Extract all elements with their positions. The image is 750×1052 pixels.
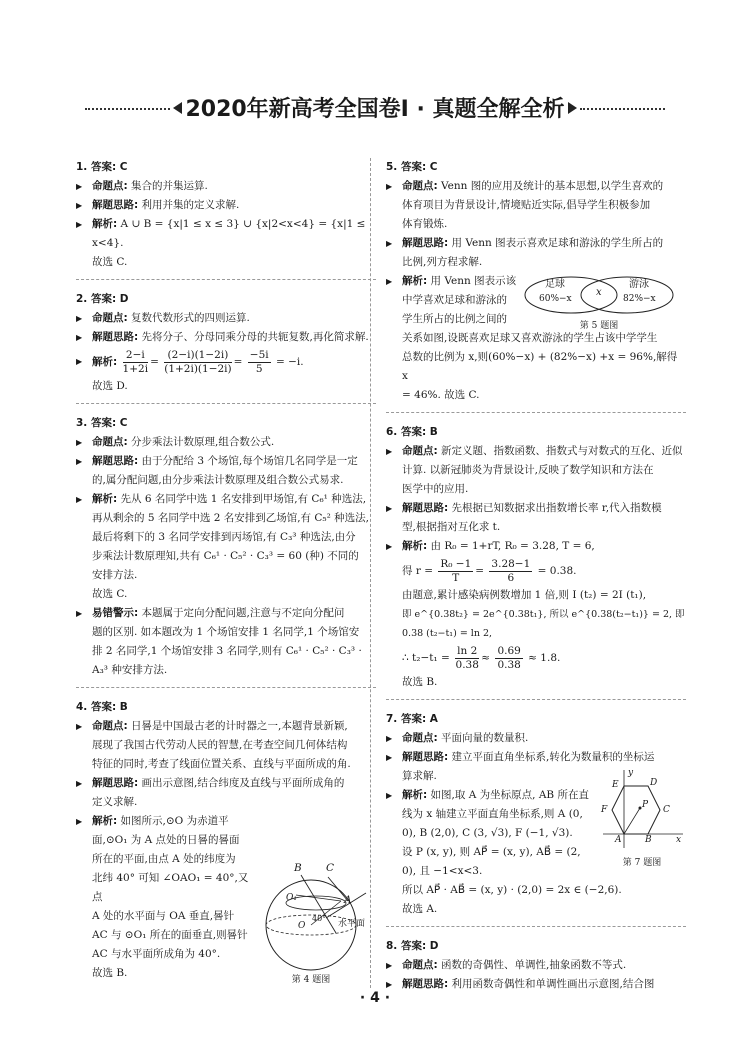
approach-cont: 比例,列方程求解. — [402, 256, 483, 268]
answer-heading: 3. 答案: C — [76, 417, 128, 429]
approach: ▶ 解题思路: 利用并集的定义求解. — [76, 196, 376, 215]
solution: ▶ 解析: 用 Venn 图表示该 — [386, 272, 686, 291]
solution-cont: AC 与水平面所成角为 40°. — [92, 948, 221, 960]
venn-left-label: 足球 — [545, 279, 565, 290]
solution-cont: 面,⊙O₁ 为 A 点处的日晷的晷面 — [92, 834, 240, 846]
figure-caption: 第 4 题图 — [291, 975, 331, 985]
fraction: $\frac{\text{R₀ −1}}{T}$ — [440, 557, 472, 584]
solution: ▶ 解析: 由 R₀ = 1+rT, R₀ = 3.28, T = 6, — [386, 537, 686, 556]
point: ▶ 命题点: 平面向量的数量积. — [386, 729, 686, 748]
solution-cont: 最后将剩下的 3 名同学安排到丙场馆,有 C₃³ 种选法,由分 — [92, 531, 356, 543]
point: ▶ 命题点: 函数的奇偶性、单调性,抽象函数不等式. — [386, 956, 686, 975]
approach: ▶ 解题思路: 先根据已知数据求出指数增长率 r,代入指数模 — [386, 499, 686, 518]
figure-4-sphere — [256, 863, 376, 993]
question-4 — [76, 698, 376, 983]
question-7 — [386, 710, 686, 919]
solution-cont: = 46%. 故选 C. — [402, 389, 480, 401]
point-cont: 体育锻炼. — [402, 218, 448, 230]
page-title: 2020年新高考全国卷Ⅰ · 真题全解全析 — [185, 97, 565, 122]
solution: ▶ 解析: 如图所示,⊙O 为赤道平 — [76, 812, 251, 831]
approach: ▶ 解题思路: 利用函数奇偶性和单调性画出示意图,结合图 — [386, 975, 686, 994]
solution-cont: AC 与 ⊙O₁ 所在的面垂直,则晷针 — [92, 929, 248, 941]
solution-cont: 0), 且 −1<x<3. — [402, 865, 483, 877]
conclusion: 故选 B. — [402, 676, 438, 688]
conclusion: 故选 C. — [92, 256, 128, 268]
answer-heading: 6. 答案: B — [386, 426, 438, 438]
answer-heading: 5. 答案: C — [386, 161, 438, 173]
point: ▶ 命题点: 分步乘法计数原理,组合数公式. — [76, 433, 376, 452]
figure-caption: 第 7 题图 — [622, 858, 662, 868]
answer-heading: 4. 答案: B — [76, 701, 128, 713]
figure-5-venn — [519, 273, 679, 333]
point-cont: 医学中的应用. — [402, 483, 469, 495]
conclusion: 故选 B. — [92, 967, 128, 979]
point: ▶ 命题点: 日晷是中国最古老的计时器之一,本题背景新颖, — [76, 717, 376, 736]
point: ▶ 命题点: 新定义题、指数函数、指数式与对数式的互化、近似 — [386, 442, 686, 461]
approach-cont: 的,属分配问题,由分步乘法计数原理及组合数公式易求. — [92, 474, 344, 486]
figure-7-hexagon — [598, 768, 686, 873]
question-2 — [76, 290, 376, 396]
question-3 — [76, 414, 376, 680]
point-cont: 体育项目为背景设计,情境贴近实际,倡导学生积极参加 — [402, 199, 651, 211]
venn-right-label: 游泳 — [629, 279, 649, 290]
section-divider — [76, 279, 376, 280]
approach: ▶ 解题思路: 由于分配给 3 个场馆,每个场馆几名同学是一定 — [76, 452, 376, 471]
point-cont: 展现了我国古代劳动人民的智慧,在考查空间几何体结构 — [92, 739, 348, 751]
solution-cont: 中学喜欢足球和游泳的 — [402, 294, 507, 306]
question-5 — [386, 158, 686, 405]
section-divider — [386, 926, 686, 927]
left-column — [76, 158, 376, 983]
section-divider — [76, 403, 376, 404]
solution-cont: 设 P (x, y), 则 AP⃗ = (x, y), AB⃗ = (2, — [402, 846, 581, 858]
label-B: B — [294, 862, 302, 874]
header-dots-right — [580, 108, 665, 110]
answer-heading: 8. 答案: D — [386, 940, 439, 952]
approach: ▶ 解题思路: 画出示意图,结合纬度及直线与平面所成角的 — [76, 774, 376, 793]
approach-cont: 型,根据指对互化求 t. — [402, 521, 501, 533]
solution-cont: 关系如图,设既喜欢足球又喜欢游泳的学生占该中学学生 — [402, 332, 658, 344]
warning-cont: 题的区别. 如本题改为 1 个场馆安排 1 名同学,1 个场馆安 — [92, 626, 360, 638]
answer-heading: 1. 答案: C — [76, 161, 128, 173]
solution-cont: 步乘法计数原理知,共有 C₆¹ · C₅² · C₃³ = 60 (种) 不同的 — [92, 550, 359, 562]
header-dots-left — [85, 108, 170, 110]
formula-r: 得 r = $\frac{\text{R₀ −1}}{T}$ = $\frac{3.28-1}{6}$ = 0.38. — [402, 557, 577, 584]
label-angle: 40° — [312, 914, 327, 923]
conclusion: 故选 D. — [92, 380, 128, 392]
solution-cont: 北纬 40° 可知 ∠OAO₁ = 40°,又点 — [92, 872, 249, 903]
solution-cont: 安排方法. — [92, 569, 138, 581]
solution-cont: 所在的平面,由点 A 处的纬度为 — [92, 853, 236, 865]
formula-t: ∴ t₂−t₁ = $\frac{\ln 2}{0.38}$ ≈ $\frac{0.69}{0.38}$ ≈ 1.8. — [402, 644, 561, 671]
solution-cont: 由题意,累计感染病例数增加 1 倍,则 I (t₂) = 2I (t₁), — [402, 589, 647, 601]
solution: ▶ 解析: A ∪ B = {x|1 ≤ x ≤ 3} ∪ {x|2<x<4} = {x|1 ≤ x<4}. — [76, 215, 376, 253]
section-divider — [76, 687, 376, 688]
fraction: $\frac{2-i}{1+2i}$ — [122, 348, 149, 375]
point: ▶ 命题点: 复数代数形式的四则运算. — [76, 309, 376, 328]
venn-right-value: 82%−x — [623, 294, 656, 304]
question-8 — [386, 937, 686, 994]
label-C: C — [326, 862, 335, 874]
label-P: P — [642, 800, 649, 810]
solution-cont: 再从剩余的 5 名同学中选 2 名安排到乙场馆,有 C₅² 种选法, — [92, 512, 370, 524]
figure-caption: 第 5 题图 — [579, 321, 619, 331]
label-C: C — [663, 805, 670, 815]
label-y: y — [628, 768, 634, 778]
solution: ▶ 解析: 如图,取 A 为坐标原点, AB 所在直 — [386, 786, 596, 805]
header-arrow-right-icon — [568, 102, 577, 114]
point-cont: 计算. 以新冠肺炎为背景设计,反映了数学知识和方法在 — [402, 464, 654, 476]
answer-heading: 2. 答案: D — [76, 293, 129, 305]
solution-cont: A 处的水平面与 OA 垂直,晷针 — [92, 910, 235, 922]
label-O: O — [298, 921, 306, 931]
conclusion: 故选 A. — [402, 903, 438, 915]
point: ▶ 命题点: 集合的并集运算. — [76, 177, 376, 196]
point-cont: 特征的同时,考查了线面位置关系、直线与平面所成的角. — [92, 758, 351, 770]
fraction: $\frac{(2-i)(1-2i)}{(1+2i)(1-2i)}$ — [164, 348, 232, 375]
fraction: $\frac{\ln 2}{0.38}$ — [455, 644, 479, 671]
solution: ▶ 解析: 先从 6 名同学中选 1 名安排到甲场馆,有 C₆¹ 种选法, — [76, 490, 376, 509]
question-6 — [386, 423, 686, 692]
solution-cont: 即 e^{0.38t₂} = 2e^{0.38t₁}, 所以 e^{0.38(t₂−t₁)} = 2, 即 0.38 (t₂−t₁) = ln 2, — [402, 609, 685, 639]
conclusion: 故选 C. — [92, 588, 128, 600]
label-A: A — [344, 894, 352, 906]
solution-cont: 所以 AP⃗ · AB⃗ = (x, y) · (2,0) = 2x ∈ (−2,6). — [402, 884, 622, 896]
label-B: B — [645, 835, 652, 845]
label-D: D — [650, 778, 658, 788]
label-E: E — [612, 780, 619, 790]
page-number: · 4 · — [359, 990, 391, 1006]
question-1 — [76, 158, 376, 272]
fraction: $\frac{3.28-1}{6}$ — [491, 557, 531, 584]
fraction: $\frac{0.69}{0.38}$ — [497, 644, 521, 671]
solution-cont: 总数的比例为 x,则(60%−x) + (82%−x) +x = 96%,解得 x — [402, 351, 678, 382]
solution-cont: 线为 x 轴建立平面直角坐标系,则 A (0, — [402, 808, 583, 820]
answer-heading: 7. 答案: A — [386, 713, 438, 725]
fraction: $\frac{-5i}{5}$ — [249, 348, 269, 375]
warning-cont: 排 2 名同学,1 个场馆安排 3 名同学,则有 C₆¹ · C₅² · C₃³ · — [92, 645, 362, 657]
page-header — [75, 92, 675, 126]
label-x: x — [676, 835, 682, 845]
approach: ▶ 解题思路: 用 Venn 图表示喜欢足球和游泳的学生所占的 — [386, 234, 686, 253]
label-O1: O₁ — [286, 893, 297, 903]
section-divider — [386, 699, 686, 700]
label-A: A — [615, 835, 622, 845]
venn-mid-value: x — [596, 287, 602, 298]
header-arrow-left-icon — [173, 102, 182, 114]
approach-cont: 定义求解. — [92, 796, 138, 808]
solution: ▶ 解析: $\frac{2-i}{1+2i}$ = $\frac{(2-i)(1-2i)}{(1+2i)(1-2i)}$ = $\frac{-5i}{5}$ = −i. — [76, 347, 376, 377]
warning-cont: A₃³ 种安排方法. — [92, 664, 168, 676]
point: ▶ 命题点: Venn 图的应用及统计的基本思想,以学生喜欢的 — [386, 177, 686, 196]
section-divider — [386, 412, 686, 413]
approach-cont: 算求解. — [402, 770, 437, 782]
solution-cont: 0), B (2,0), C (3, √3), F (−1, √3). — [402, 827, 573, 839]
warning: ▶ 易错警示: 本题属于定向分配问题,注意与不定向分配问 — [76, 604, 376, 623]
approach: ▶ 解题思路: 先将分子、分母同乘分母的共轭复数,再化简求解. — [76, 328, 376, 347]
approach: ▶ 解题思路: 建立平面直角坐标系,转化为数量积的坐标运 — [386, 748, 686, 767]
solution-cont: 学生所占的比例之间的 — [402, 313, 507, 325]
right-column — [386, 158, 686, 994]
label-F: F — [601, 805, 608, 815]
venn-left-value: 60%−x — [539, 294, 572, 304]
label-plane: 水平面 — [338, 919, 366, 929]
